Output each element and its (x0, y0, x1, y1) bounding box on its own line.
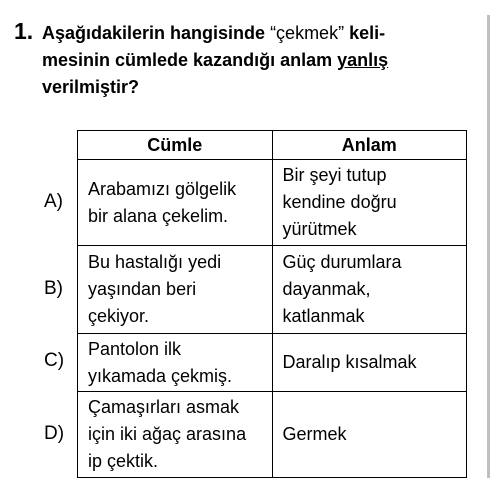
sentence-line: bir alana çekelim. (88, 205, 229, 226)
answer-table (77, 130, 467, 478)
sentence-cell-d (78, 392, 273, 478)
option-label-b[interactable]: B) (44, 278, 63, 299)
table-row-c (78, 334, 467, 392)
question-text-part1: Aşağıdakilerin hangisinde (42, 23, 271, 43)
sentence-cell-b (78, 246, 273, 334)
meaning-line: katlanmak (282, 306, 365, 326)
question-number: 1. (14, 18, 34, 44)
question-text-line3: verilmiştir? (42, 77, 140, 97)
sentence-line: Çamaşırları asmak (88, 397, 240, 417)
meaning-line: dayanmak, (282, 279, 371, 299)
meaning-cell-d (272, 392, 467, 478)
meaning-line: Germek (282, 424, 347, 444)
meaning-line: Güç durumlara (282, 252, 402, 272)
page-column-rule (487, 15, 490, 478)
table-row-d (78, 392, 467, 478)
option-label-c[interactable]: C) (44, 350, 65, 371)
question-emphasis: yanlış (337, 50, 389, 70)
meaning-line: Bir şeyi tutup (282, 165, 387, 185)
sentence-line: Pantolon ilk (88, 338, 182, 359)
meaning-cell-c (272, 334, 467, 392)
meaning-line: Daralıp kısalmak (282, 352, 417, 372)
header-sentence: Cümle (78, 131, 273, 160)
sentence-cell-c (78, 334, 273, 392)
sentence-line: Bu hastalığı yedi (88, 252, 222, 272)
option-label-a[interactable]: A) (44, 191, 63, 212)
question-keyword: “çekmek” (270, 23, 345, 43)
sentence-line: için iki ağaç arasına (88, 424, 247, 444)
meaning-cell-b (272, 246, 467, 334)
question-text-part2: keli- (344, 23, 386, 43)
table-row-b (78, 246, 467, 334)
sentence-line: Arabamızı gölgelik (88, 178, 237, 199)
option-label-d[interactable]: D) (44, 423, 65, 444)
meaning-cell-a (272, 160, 467, 246)
sentence-line: ip çektik. (88, 451, 159, 471)
question-stem (42, 20, 462, 101)
meaning-line: kendine doğru (282, 192, 397, 212)
sentence-line: çekiyor. (88, 306, 150, 326)
table-row-a (78, 160, 467, 246)
header-meaning: Anlam (272, 131, 467, 160)
sentence-line: yaşından beri (88, 279, 197, 299)
question-text-line2: mesinin cümlede kazandığı anlam (42, 50, 338, 70)
sentence-line: yıkamada çekmiş. (88, 365, 233, 386)
sentence-cell-a (78, 160, 273, 246)
table-header-row (78, 131, 467, 160)
meaning-line: yürütmek (282, 219, 357, 239)
